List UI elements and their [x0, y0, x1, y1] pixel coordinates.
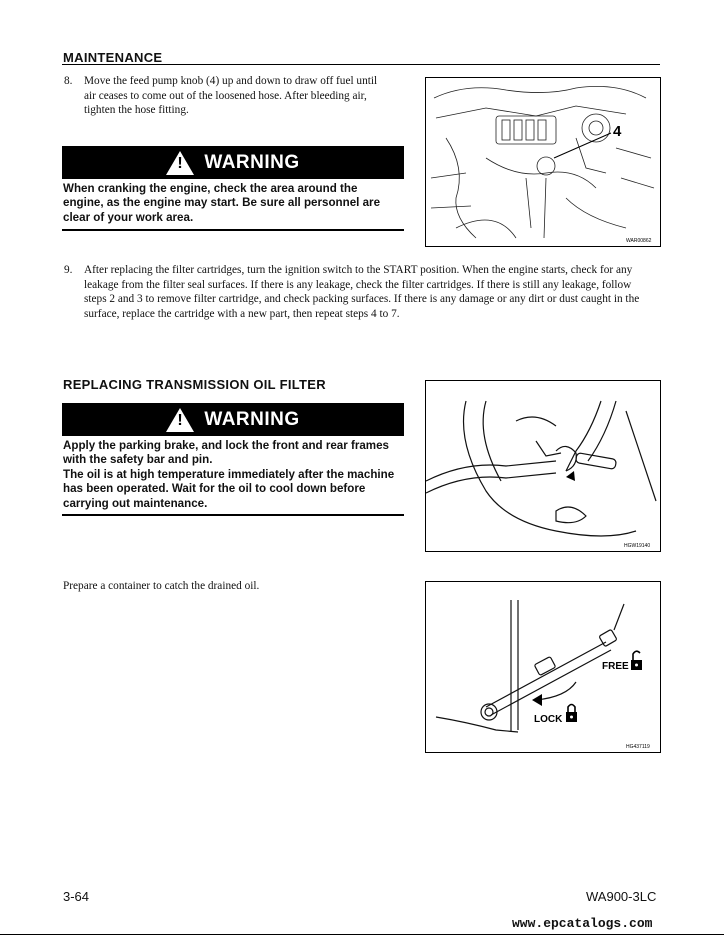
warning-label: WARNING — [204, 151, 300, 173]
section-title-transmission-filter: REPLACING TRANSMISSION OIL FILTER — [63, 377, 326, 392]
warning2-text — [63, 439, 404, 511]
warning-triangle-icon: ! — [166, 408, 194, 432]
warning1-line: clear of your work area. — [63, 210, 194, 224]
step9-text — [84, 263, 664, 321]
step9-line: surface, replace the cartridge with a new part, then repeat steps 4 to 7. — [84, 307, 400, 320]
warning1-rule — [62, 229, 404, 231]
bottom-rule — [0, 934, 724, 935]
watermark-url: www.epcatalogs.com — [512, 916, 653, 931]
figure3-code: HG437119 — [626, 744, 650, 750]
step8-number: 8. — [64, 75, 73, 87]
safety-bar-illustration — [426, 582, 660, 752]
warning-banner — [62, 403, 404, 436]
warning2-rule — [62, 514, 404, 516]
warning2-line: Apply the parking brake, and lock the front and rear frames — [63, 439, 389, 452]
lock-label: LOCK — [534, 714, 563, 725]
figure-safety-bar — [425, 581, 661, 753]
step9-line: leakage from the filter seal surfaces. If there is any leakage, check the filter cartridges. If there is still any leakage, follow — [84, 278, 632, 291]
model-number: WA900-3LC — [586, 889, 657, 904]
warning1-line: When cranking the engine, check the area around the — [63, 182, 358, 195]
header-rule — [62, 64, 660, 65]
section-title-maintenance: MAINTENANCE — [63, 50, 163, 65]
warning-banner — [62, 146, 404, 179]
step8-line: Move the feed pump knob (4) up and down to draw off fuel until — [84, 75, 378, 87]
frame-lock-illustration — [426, 381, 660, 551]
figure2-code: HGW19140 — [624, 543, 651, 549]
free-label: FREE — [602, 661, 629, 672]
locked-padlock-icon — [566, 705, 577, 723]
engine-illustration — [426, 78, 660, 246]
warning-triangle-icon: ! — [166, 151, 194, 175]
step9-number: 9. — [64, 264, 73, 276]
warning1-text — [63, 182, 404, 225]
prepare-text: Prepare a container to catch the drained oil. — [63, 580, 260, 592]
warning2-line: The oil is at high temperature immediately after the machine — [63, 467, 395, 481]
figure-frame-lock — [425, 380, 661, 552]
warning2-line: with the safety bar and pin. — [63, 453, 213, 467]
warning2-line: carrying out maintenance. — [63, 496, 208, 510]
figure1-callout: 4 — [613, 123, 622, 140]
warning-label: WARNING — [204, 408, 300, 430]
unlocked-padlock-icon — [631, 651, 642, 670]
page-number: 3-64 — [63, 889, 90, 904]
figure-fuel-pump — [425, 77, 661, 247]
step9-line: steps 2 and 3 to remove filter cartridge, and check packing surfaces. If there is any damage or any dirt or dust caught in the — [84, 293, 640, 306]
warning1-line: engine, as the engine may start. Be sure all personnel are — [63, 196, 381, 210]
step9-line: After replacing the filter cartridges, turn the ignition switch to the START position. When the engine starts, check for any — [84, 264, 633, 276]
step8-text — [84, 74, 414, 118]
figure1-code: WAR00862 — [626, 238, 652, 244]
step8-line: tighten the hose fitting. — [84, 104, 189, 117]
warning2-line: has been operated. Wait for the oil to cool down before — [63, 482, 366, 496]
step8-line: air ceases to come out of the loosened hose. After bleeding air, — [84, 89, 367, 102]
